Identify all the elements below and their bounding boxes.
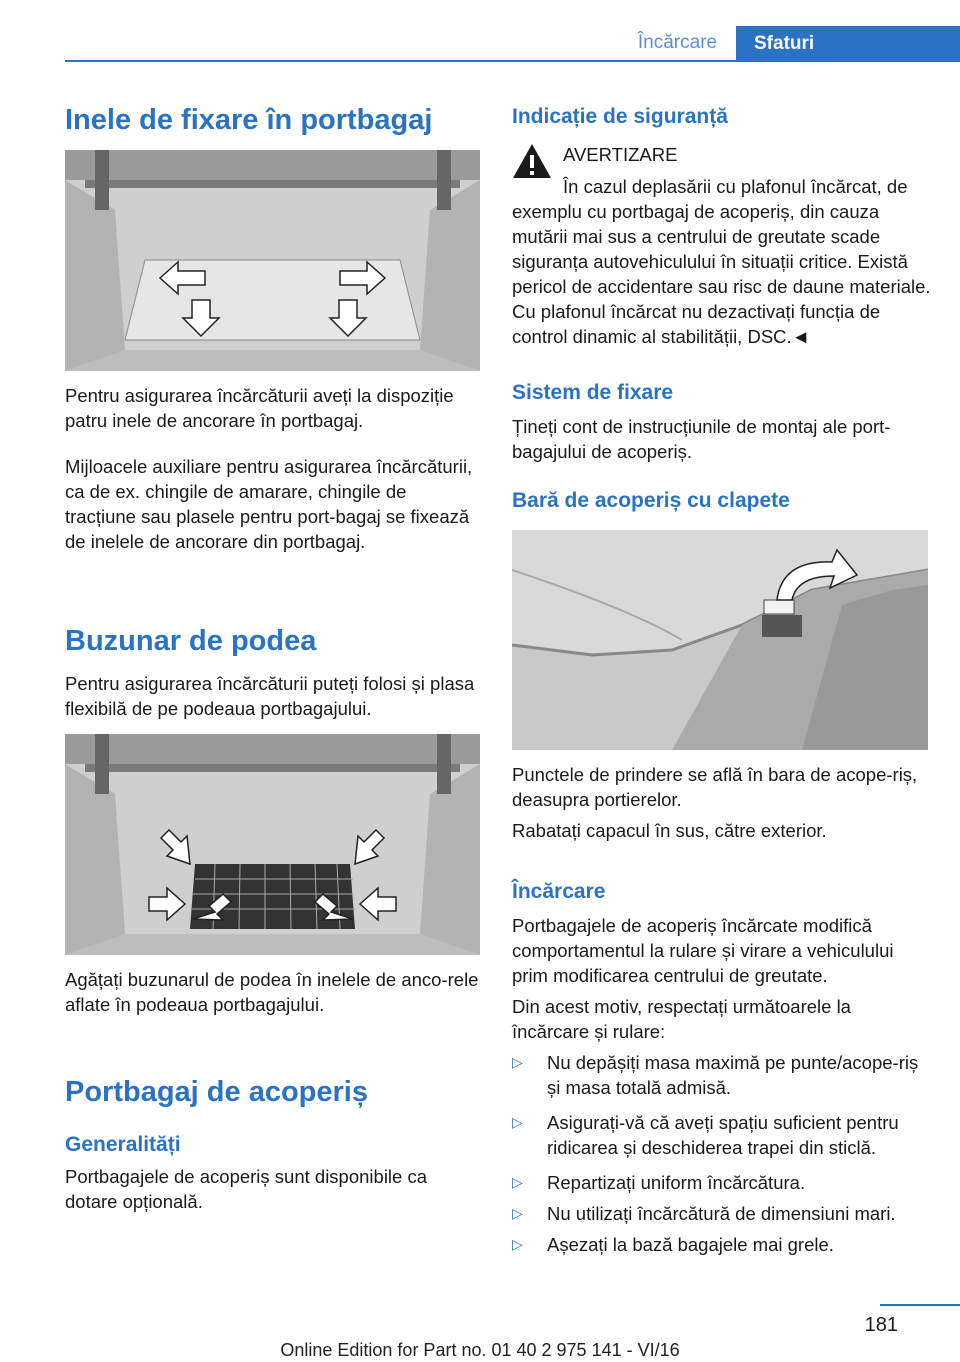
bullet-marker-icon: ▷ bbox=[512, 1236, 523, 1252]
footer-edition: Online Edition for Part no. 01 40 2 975 141 - VI/16 bbox=[280, 1340, 680, 1360]
paragraph-roof-optional: Portbagajele de acoperiș sunt disponibile ca dotare opțională. bbox=[65, 1166, 428, 1212]
header-rule bbox=[65, 60, 960, 62]
heading-fixing-system: Sistem de fixare bbox=[512, 381, 674, 404]
paragraph-loading-behaviour: Portbagajele de acoperiș încărcate modifică comportamentul la rulare și virare a vehiculului prim modificarea centrului de greutate. bbox=[512, 915, 894, 986]
list-item-text: Așezați la bază bagajele mai grele. bbox=[547, 1234, 834, 1255]
list-item bbox=[512, 1232, 932, 1257]
paragraph-floor-pocket: Pentru asigurarea încărcăturii puteți folosi și plasa flexibilă de pe podeaua portbagajului. bbox=[65, 673, 475, 719]
paragraph-fixing-system: Țineți cont de instrucțiunile de montaj ale port-bagajului de acoperiș. bbox=[512, 416, 891, 462]
header-active-tab: Sfaturi bbox=[736, 26, 960, 62]
paragraph-loading-rules: Din acest motiv, respectați următoarele la încărcare și rulare: bbox=[512, 996, 851, 1042]
list-item bbox=[512, 1050, 932, 1100]
heading-roof-bar: Bară de acoperiș cu clapete bbox=[512, 489, 790, 512]
list-item-text: Nu depășiți masa maximă pe punte/acope-riș și masa totală admisă. bbox=[547, 1052, 919, 1098]
bullet-marker-icon: ▷ bbox=[512, 1054, 523, 1070]
list-item-text: Repartizați uniform încărcătura. bbox=[547, 1172, 806, 1193]
page-number: 181 bbox=[864, 1314, 898, 1336]
bullet-marker-icon: ▷ bbox=[512, 1114, 523, 1130]
bullet-marker-icon: ▷ bbox=[512, 1174, 523, 1190]
list-item bbox=[512, 1201, 932, 1226]
heading-roof-rack: Portbagaj de acoperiș bbox=[65, 1076, 368, 1108]
heading-loading: Încărcare bbox=[512, 880, 606, 903]
paragraph-rings-intro: Pentru asigurarea încărcăturii aveți la dispoziție patru inele de ancorare în portbagaj. bbox=[65, 385, 454, 431]
warning-text: exemplu cu portbagaj de acoperiș, din cauza mutării mai sus a centrului de greutate scade siguranța autovehiculului în situații critice. Există pericol de accidentare sau risc de daune materiale. Cu plafonul încărcat nu dezactivați funcția de control dinamic al stabilității, DSC.◄ bbox=[512, 201, 931, 347]
list-item-text: Nu utilizați încărcătură de dimensiuni mari. bbox=[547, 1203, 896, 1224]
list-item bbox=[512, 1110, 932, 1160]
list-item-text: Asigurați-vă că aveți spațiu suficient pentru ridicarea și deschiderea trapei din sticlă. bbox=[547, 1112, 899, 1158]
header-section-tab: Încărcare bbox=[637, 32, 718, 53]
heading-tie-down-rings: Inele de fixare în portbagaj bbox=[65, 104, 433, 136]
footer-rule bbox=[880, 1304, 960, 1306]
bullet-marker-icon: ▷ bbox=[512, 1205, 523, 1221]
warning-title: AVERTIZARE bbox=[563, 144, 678, 165]
trunk-rings-figure bbox=[65, 150, 480, 371]
roof-bar-figure bbox=[512, 530, 928, 750]
paragraph-bar-points: Punctele de prindere se află în bara de acope-riș, deasupra portierelor. bbox=[512, 764, 918, 810]
heading-safety: Indicație de siguranță bbox=[512, 105, 728, 128]
warning-text-first-line: În cazul deplasării cu plafonul încărcat, de bbox=[563, 176, 908, 197]
heading-floor-pocket: Buzunar de podea bbox=[65, 625, 317, 657]
floor-pocket-figure bbox=[65, 734, 480, 955]
list-item bbox=[512, 1170, 932, 1195]
paragraph-bar-flip: Rabatați capacul în sus, către exterior. bbox=[512, 820, 827, 841]
heading-general: Generalități bbox=[65, 1133, 181, 1156]
warning-triangle-icon bbox=[512, 142, 552, 180]
paragraph-rings-aids: Mijloacele auxiliare pentru asigurarea încărcăturii, ca de ex. chingile de amarare, chingile de tracțiune sau plasele pentru port-bagaj se fixează de inelele de ancorare din portbagaj. bbox=[65, 456, 473, 552]
paragraph-hang-pocket: Agățați buzunarul de podea în inelele de anco-rele aflate în podeaua portbagajului. bbox=[65, 969, 479, 1015]
